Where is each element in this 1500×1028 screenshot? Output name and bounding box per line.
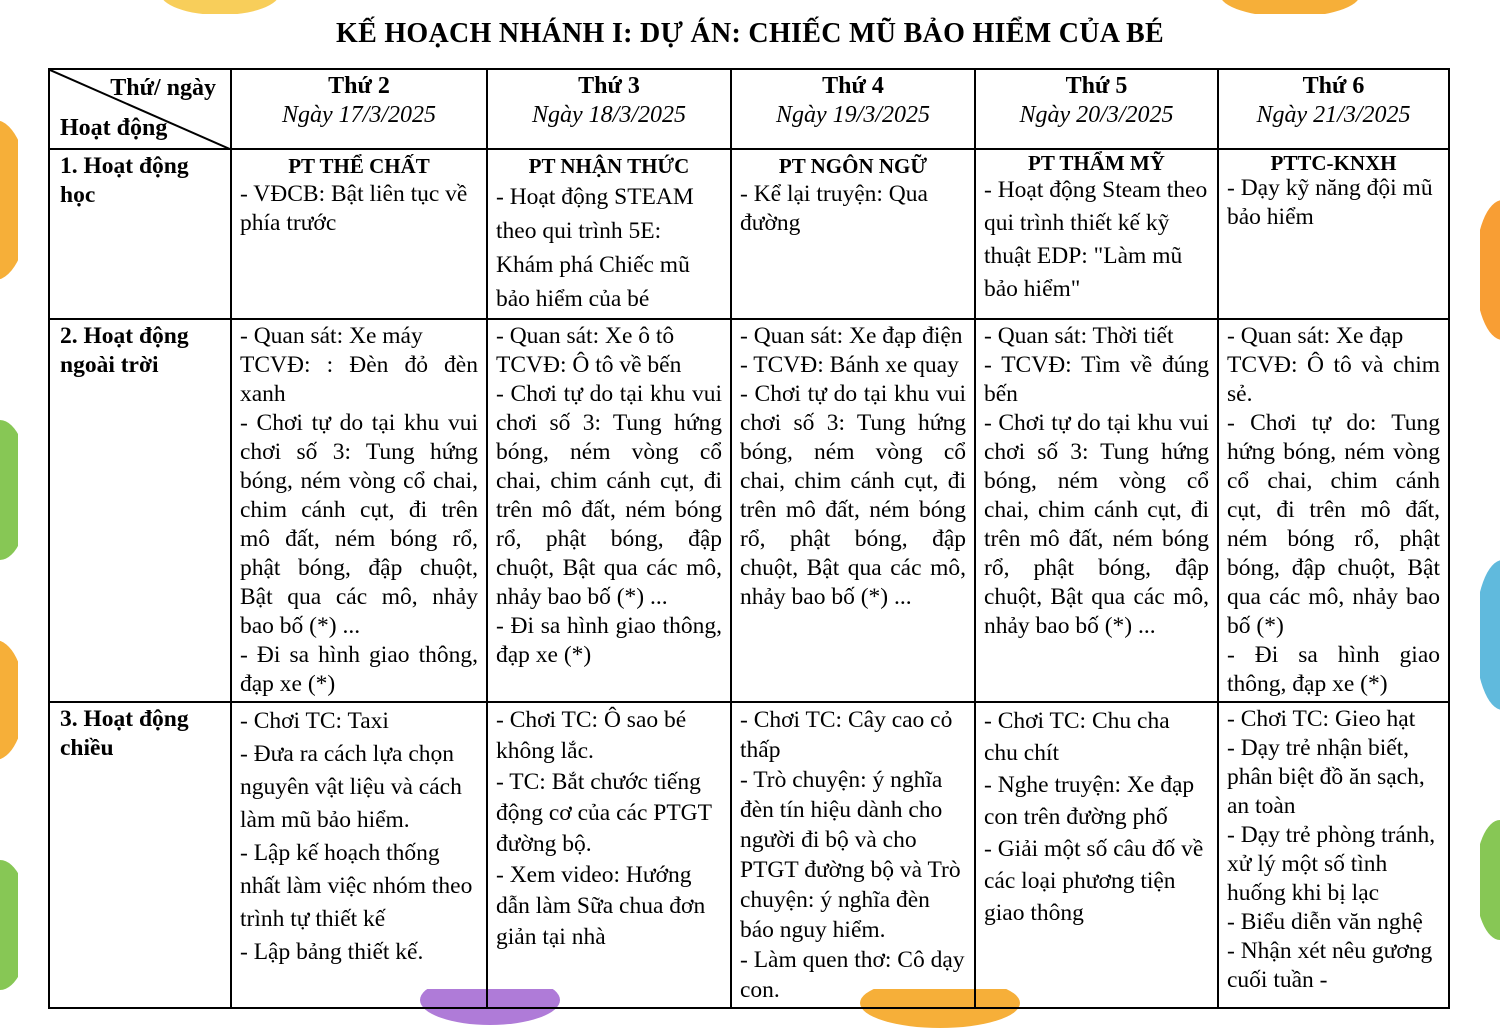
activity-line: - Nghe truyện: Xe đạp con trên đường phố (984, 772, 1195, 830)
activity-cell (487, 319, 731, 702)
activity-text: - Hoạt động STEAM theo qui trình 5E: Khám phá Chiếc mũ bảo hiểm của bé (496, 184, 694, 312)
activity-cell (1218, 149, 1449, 319)
activity-cell (231, 319, 487, 702)
subject-label: PT NHẬN THỨC (528, 154, 690, 178)
subject-label: PT THẨM MỸ (1028, 151, 1165, 175)
activity-line: - Chơi tự do tại khu vui chơi số 3: Tung hứng bóng, ném vòng cổ chai, chim cánh cụt, đi trên mô đất, ném bóng rổ, phật bóng, đập chuột, Bật qua các mô, nhảy bao bố (*) ... (496, 381, 722, 610)
activity-line: - Chơi TC: Chu cha chu chít (984, 708, 1170, 766)
activity-line: - Xem video: Hướng dẫn làm Sữa chua đơn giản tại nhà (496, 862, 706, 950)
activity-line: - TCVĐ: Bánh xe quay (740, 352, 959, 378)
activity-line: - Chơi TC: Ô sao bé không lắc. (496, 707, 687, 764)
activity-line: - Chơi tự do tại khu vui chơi số 3: Tung hứng bóng, ném vòng cổ chai, chim cánh cụt, đi trên mô đất, ném bóng rổ, phật bóng, đập chuột, Bật qua các mô, nhảy bao bố (*) ... (740, 381, 966, 610)
activity-cell (731, 149, 975, 319)
activity-line: - Quan sát: Xe đạp (1227, 323, 1404, 349)
activity-cell (975, 149, 1218, 319)
day-name: Thứ 3 (578, 73, 640, 99)
row-label: 3. Hoạt động chiều (49, 702, 231, 1008)
activity-text: - Kể lại truyện: Qua đường (740, 181, 928, 236)
activity-line: - Quan sát: Xe đạp điện (740, 323, 963, 349)
activity-cell (231, 702, 487, 1008)
activity-cell (975, 702, 1218, 1008)
activity-row-learning (49, 149, 1449, 319)
activity-line: - Đi sa hình giao thông, đạp xe (*) (1227, 642, 1440, 697)
activity-line: - Giải một số câu đố về các loại phương tiện giao thông (984, 836, 1204, 926)
activity-cell (487, 702, 731, 1008)
activity-line: - Lập kế hoạch thống nhất làm việc nhóm theo trình tự thiết kế (240, 840, 473, 932)
activity-line: - Nhận xét nêu gương cuối tuần - (1227, 938, 1433, 993)
activity-line: - TC: Bắt chước tiếng động cơ của các PTGT đường bộ. (496, 769, 712, 857)
day-date: Ngày 17/3/2025 (282, 102, 436, 128)
day-name: Thứ 6 (1302, 73, 1365, 99)
corner-top-label: Thứ/ ngày (110, 75, 216, 101)
header-row (49, 69, 1449, 149)
activity-line: TCVĐ: : Đèn đỏ đèn xanh (240, 352, 478, 407)
corner-cell (49, 69, 231, 149)
activity-line: TCVĐ: Ô tô về bến (496, 352, 682, 378)
activity-line: - TCVĐ: Tìm về đúng bến (984, 352, 1209, 407)
activity-cell (1218, 319, 1449, 702)
activity-line: - Làm quen thơ: Cô dạy con. (740, 947, 965, 1003)
day-date: Ngày 20/3/2025 (1019, 102, 1174, 128)
activity-line: - Chơi TC: Gieo hạt (1227, 706, 1416, 732)
day-name: Thứ 4 (822, 73, 884, 99)
day-header (231, 69, 487, 149)
activity-line: - Lập bảng thiết kế. (240, 939, 424, 965)
decoration-blob (160, 0, 280, 15)
row-label: 1. Hoạt động học (49, 149, 231, 319)
subject-label: PTTC-KNXH (1270, 151, 1397, 175)
day-date: Ngày 19/3/2025 (776, 102, 930, 128)
activity-line: - Quan sát: Xe máy (240, 323, 423, 349)
subject-label: PT NGÔN NGỮ (778, 154, 928, 178)
day-header (731, 69, 975, 149)
day-date: Ngày 18/3/2025 (532, 102, 686, 128)
activity-cell (487, 149, 731, 319)
activity-cell (731, 702, 975, 1008)
day-name: Thứ 2 (328, 73, 390, 99)
activity-cell (975, 319, 1218, 702)
day-header (487, 69, 731, 149)
activity-line: - Quan sát: Thời tiết (984, 323, 1174, 349)
row-label: 2. Hoạt động ngoài trời (49, 319, 231, 702)
activity-cell (731, 319, 975, 702)
activity-line: - Chơi tự do tại khu vui chơi số 3: Tung hứng bóng, ném vòng cổ chai, chim cánh cụt, đi trên mô đất, ném bóng rổ, phật bóng, đập chuột, Bật qua các mô, nhảy bao bố (*) ... (240, 410, 478, 639)
day-name: Thứ 5 (1065, 73, 1128, 99)
activity-line: - Chơi tự do: Tung hứng bóng, ném vòng cổ chai, chim cánh cụt, đi trên mô đất, ném bóng rổ, phật bóng, đập chuột, Bật qua các mô, nhảy bao bố (*) (1227, 410, 1440, 639)
activity-line: - Quan sát: Xe ô tô (496, 323, 675, 349)
activity-text: - Dạy kỹ năng đội mũ bảo hiểm (1227, 175, 1433, 230)
activity-row-outdoor (49, 319, 1449, 702)
activity-line: TCVĐ: Ô tô và chim sẻ. (1227, 352, 1440, 407)
activity-line: - Dạy trẻ phòng tránh, xử lý một số tình huống khi bị lạc (1227, 822, 1436, 906)
activity-text: - Hoạt động Steam theo qui trình thiết kế kỹ thuật EDP: "Làm mũ bảo hiểm" (984, 177, 1208, 302)
plan-table (48, 68, 1450, 1009)
activity-line: - Trò chuyện: ý nghĩa đèn tín hiệu dành cho người đi bộ và cho PTGT đường bộ và Trò chuyện: ý nghĩa đèn báo nguy hiểm. (740, 767, 961, 943)
activity-line: - Dạy trẻ nhận biết, phân biệt đồ ăn sạch, an toàn (1227, 735, 1425, 819)
day-header (1218, 69, 1449, 149)
activity-line: - Đi sa hình giao thông, đạp xe (*) (496, 613, 722, 668)
activity-cell (231, 149, 487, 319)
corner-bottom-label: Hoạt động (60, 115, 168, 141)
activity-line: - Biểu diễn văn nghệ (1227, 909, 1423, 935)
activity-line: - Chơi tự do tại khu vui chơi số 3: Tung hứng bóng, ném vòng cổ chai, chim cánh cụt, đi trên mô đất, ném bóng rổ, phật bóng, đập chuột, Bật qua các mô, nhảy bao bố (*) ... (984, 410, 1209, 639)
activity-text: - VĐCB: Bật liên tục về phía trước (240, 181, 468, 236)
day-header (975, 69, 1218, 149)
activity-line: - Đi sa hình giao thông, đạp xe (*) (240, 642, 478, 697)
activity-line: - Đưa ra cách lựa chọn nguyên vật liệu và cách làm mũ bảo hiểm. (240, 741, 462, 833)
day-date: Ngày 21/3/2025 (1256, 102, 1411, 128)
activity-line: - Chơi TC: Cây cao cỏ thấp (740, 707, 953, 763)
activity-cell (1218, 702, 1449, 1008)
subject-label: PT THỂ CHẤT (288, 154, 430, 178)
page-title: KẾ HOẠCH NHÁNH I: DỰ ÁN: CHIẾC MŨ BẢO HIỂM CỦA BÉ (335, 18, 1164, 49)
activity-line: - Chơi TC: Taxi (240, 708, 389, 734)
activity-row-afternoon (49, 702, 1449, 1008)
